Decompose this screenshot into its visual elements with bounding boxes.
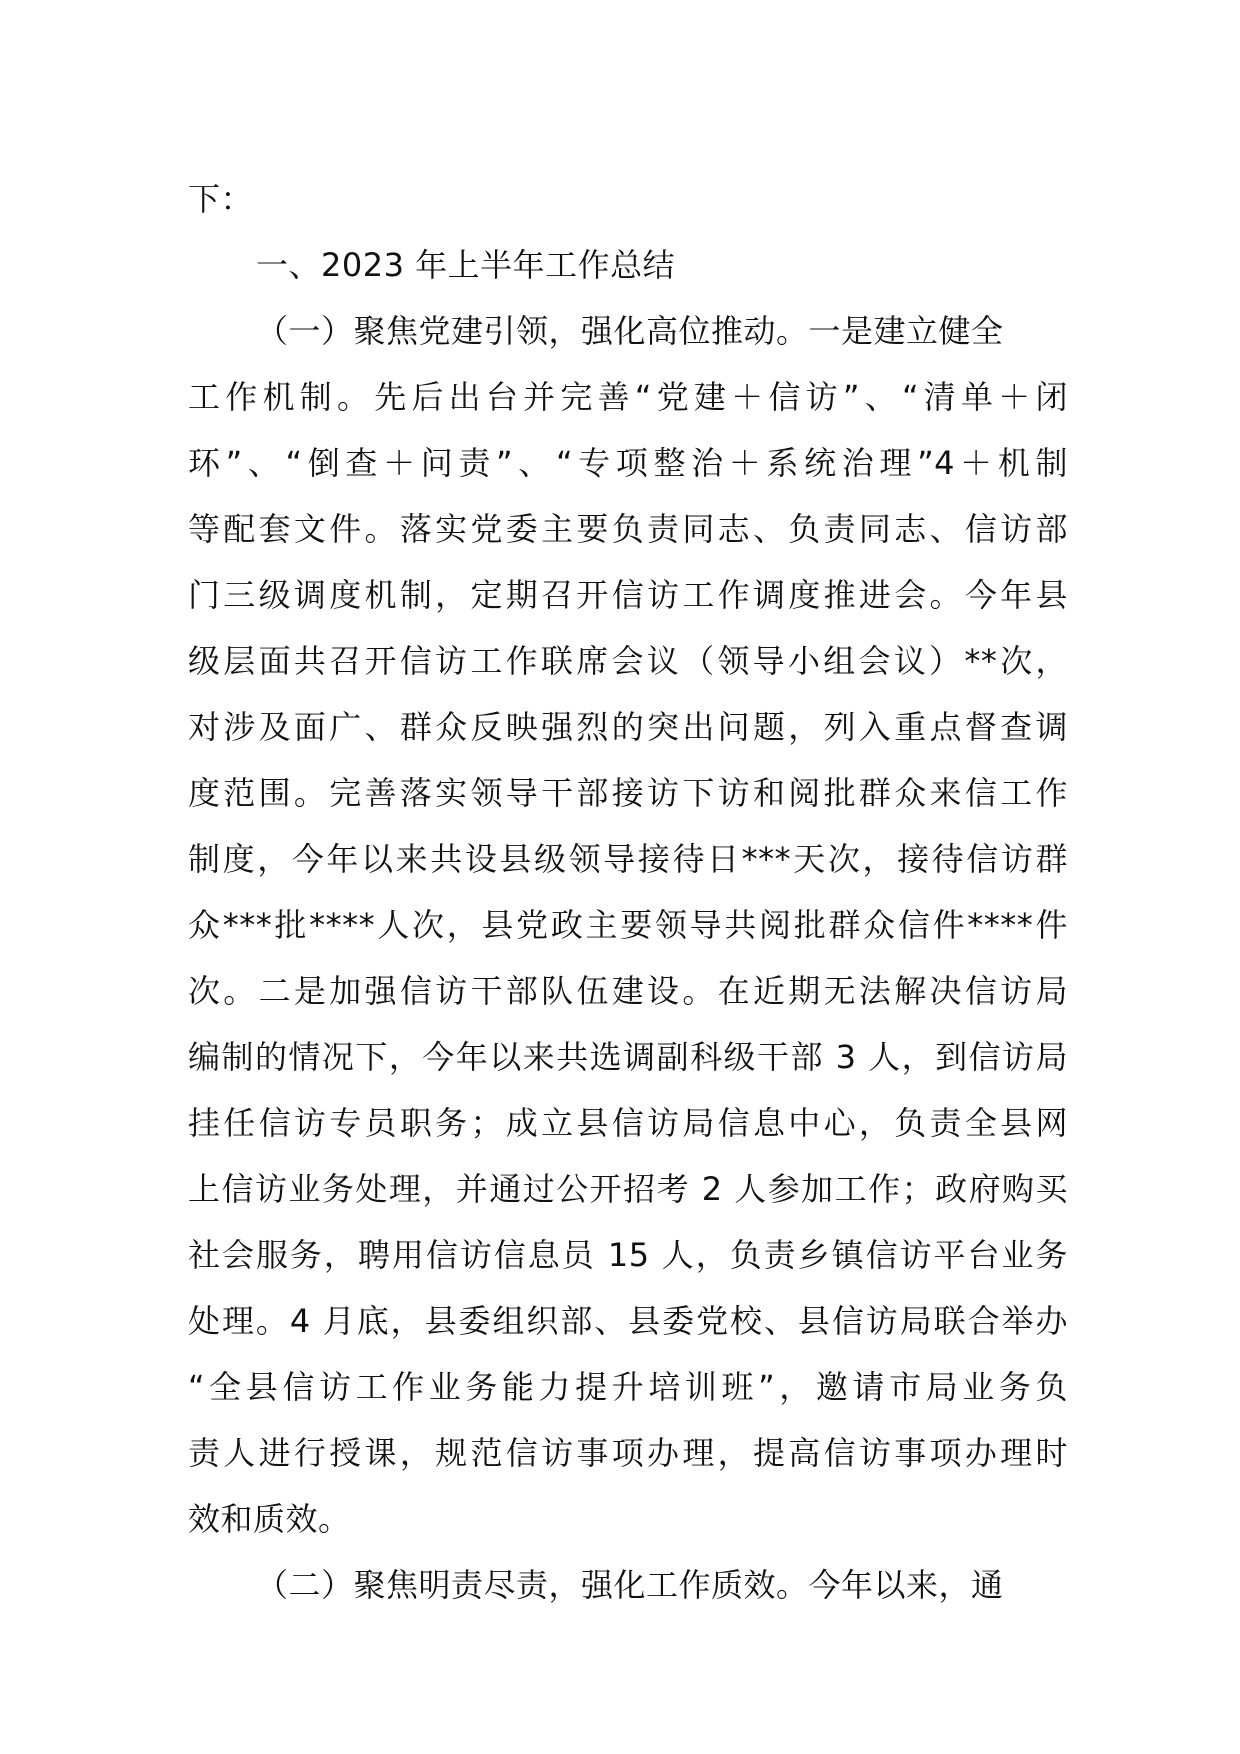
text-line: 次。二是加强信访干部队伍建设。在近期无法解决信访局 xyxy=(188,972,1068,1010)
text-line: 对涉及面广、群众反映强烈的突出问题，列入重点督查调 xyxy=(188,708,1068,746)
text-line: 工作机制。先后出台并完善“党建＋信访”、“清单＋闭 xyxy=(188,378,1068,416)
section-heading: 一、2023 年上半年工作总结 xyxy=(256,246,676,284)
text-line: 责人进行授课，规范信访事项办理，提高信访事项办理时 xyxy=(188,1434,1068,1472)
text-line: 上信访业务处理，并通过公开招考 2 人参加工作；政府购买 xyxy=(188,1170,1068,1208)
document-body xyxy=(188,166,1068,1618)
subsection-heading-line: （二）聚焦明责尽责，强化工作质效。今年以来，通 xyxy=(256,1566,1004,1604)
text-line: 处理。4 月底，县委组织部、县委党校、县信访局联合举办 xyxy=(188,1302,1068,1340)
text-line: 效和质效。 xyxy=(188,1500,351,1538)
text-line: 度范围。完善落实领导干部接访下访和阅批群众来信工作 xyxy=(188,774,1068,812)
text-line: 门三级调度机制，定期召开信访工作调度推进会。今年县 xyxy=(188,576,1068,614)
text-line: “全县信访工作业务能力提升培训班”，邀请市局业务负 xyxy=(188,1368,1068,1406)
text-line: 等配套文件。落实党委主要负责同志、负责同志、信访部 xyxy=(188,510,1068,548)
text-line: 众***批****人次，县党政主要领导共阅批群众信件****件 xyxy=(188,906,1068,944)
text-line: 挂任信访专员职务；成立县信访局信息中心，负责全县网 xyxy=(188,1104,1068,1142)
subsection-heading-line: （一）聚焦党建引领，强化高位推动。一是建立健全 xyxy=(256,312,1004,350)
text-line: 制度，今年以来共设县级领导接待日***天次，接待信访群 xyxy=(188,840,1068,878)
text-line: 级层面共召开信访工作联席会议（领导小组会议）**次， xyxy=(188,642,1068,680)
text-line: 编制的情况下，今年以来共选调副科级干部 3 人，到信访局 xyxy=(188,1038,1068,1076)
text-line: 下： xyxy=(188,180,254,218)
text-line: 环”、“倒查＋问责”、“专项整治＋系统治理”4＋机制 xyxy=(188,444,1068,482)
text-line: 社会服务，聘用信访信息员 15 人，负责乡镇信访平台业务 xyxy=(188,1236,1068,1274)
